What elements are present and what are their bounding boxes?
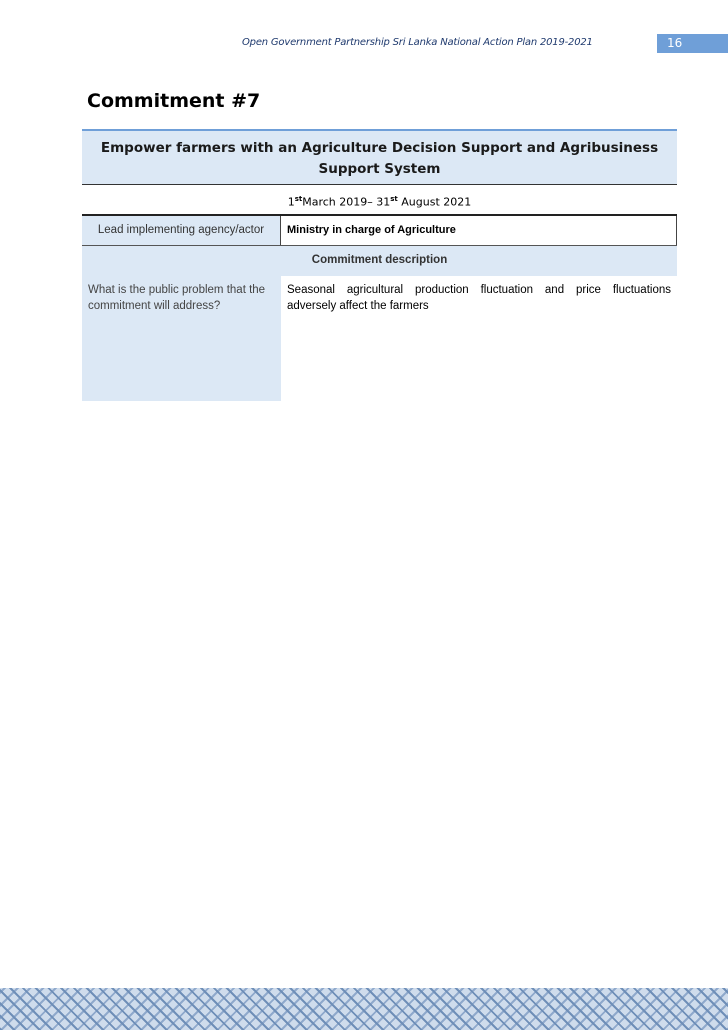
lead-agency-row — [82, 216, 677, 246]
description-header: Commitment description — [82, 246, 677, 276]
start-day-suffix: st — [294, 195, 303, 203]
commitment-table — [82, 129, 677, 401]
end-rest: August 2021 — [397, 195, 472, 209]
public-problem-value: Seasonal agricultural production fluctuation and price fluctuations adversely affect the farmers — [287, 284, 671, 312]
footer-pattern — [0, 988, 728, 1030]
start-rest: March 2019– 31 — [302, 195, 391, 209]
commitment-heading: Commitment #7 — [87, 90, 261, 112]
lead-agency-value: Ministry in charge of Agriculture — [281, 216, 677, 245]
public-problem-row — [82, 276, 677, 401]
page-header — [0, 34, 728, 54]
public-problem-label: What is the public problem that the commitment will address? — [82, 276, 281, 401]
header-title: Open Government Partnership Sri Lanka National Action Plan 2019-2021 — [242, 37, 593, 48]
start-day: 1 — [287, 195, 295, 209]
commitment-title: Empower farmers with an Agriculture Decision Support and Agribusiness Support System — [82, 129, 677, 185]
page-number: 16 — [657, 34, 728, 53]
end-day-suffix: st — [390, 195, 398, 203]
lead-agency-label: Lead implementing agency/actor — [82, 216, 281, 245]
commitment-dates — [82, 185, 677, 216]
